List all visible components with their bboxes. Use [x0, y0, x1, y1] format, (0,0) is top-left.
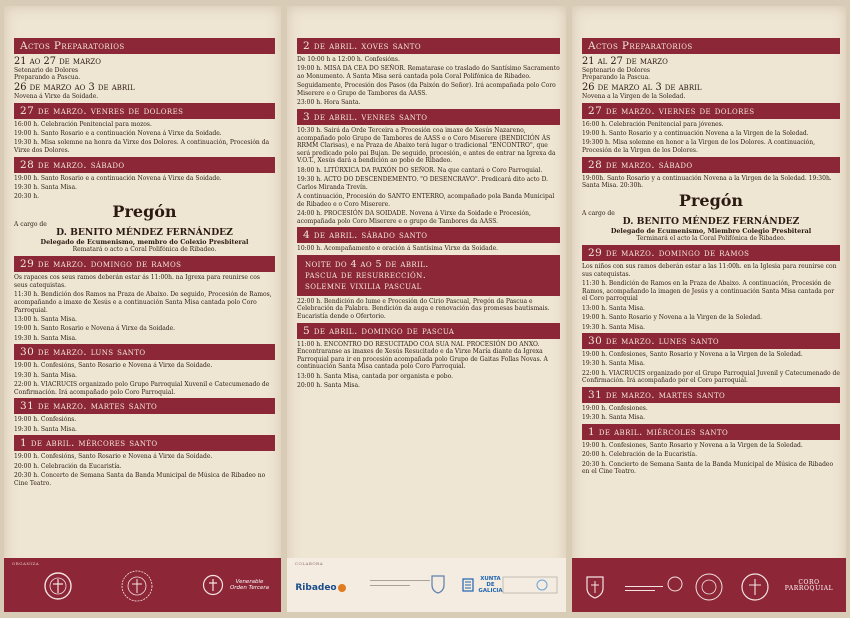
footer-bar — [572, 558, 846, 612]
footer-bar — [287, 558, 566, 612]
pregon-title: Pregón — [112, 201, 177, 221]
parish-seal-logo — [42, 570, 74, 602]
schedule-entry: 19:00 h. Santo Rosario e Novena á Virxe da Soidade. — [14, 325, 176, 333]
section-header: 1 de abril. mércores santo — [14, 435, 275, 451]
section-header-line: noite do 4 ao 5 de abril. — [305, 258, 429, 270]
date-range-heading: 26 de marzo ao 3 de abril — [14, 82, 135, 94]
schedule-entry: 11:30 h. Bendición de Ramos en la Praza de Abaixo. A continuación, Procesión de Ramos, acompañando la imagen de Jesús y a continuación Santa Misa cantada por el Coro parroquial — [582, 280, 835, 303]
parish-seal-logo — [580, 572, 610, 602]
subtitle-text: Septenario de Dolores — [582, 67, 650, 74]
subtitle-text: Novena á Virxe da Soidade. — [14, 93, 99, 101]
schedule-entry: 18:00 h. LITÚRXICA DA PAIXÓN DO SEÑOR. Na que cantará o Coro Parroquial. — [297, 166, 543, 174]
section-header: 28 de marzo. sábado — [14, 157, 275, 173]
schedule-entry: 16:00 h. Celebración Penitencial para jóvenes. — [582, 120, 724, 128]
panel-galician-left — [4, 6, 281, 612]
section-header: 29 de marzo. domingo de ramos — [582, 245, 840, 261]
subtitle-text: Preparando la Pascua. — [582, 74, 651, 82]
schedule-entry: 19:00 h. Santo Rosario y Novena a la Virgen de la Soledad. — [582, 314, 763, 322]
schedule-entry: 19:00 h. Confesiones, Santo Rosario y Novena a la Virgen de la Soledad. — [582, 351, 803, 359]
coat-of-arms-logo — [427, 572, 449, 596]
schedule-entry: 23:00 h. Hora Santa. — [297, 99, 361, 107]
schedule-entry: 20:00 h. Santa Misa. — [297, 382, 360, 390]
schedule-entry: 19:00 h. MISA DA CEA DO SEÑOR. Rematarase co traslado do Santísimo Sacramento ao Monumento. A Santa Misa será cantada pola Coral Polifónica de Ribadeo. — [297, 65, 560, 80]
panel-content — [14, 36, 275, 489]
section-header: 3 de abril. venres santo — [297, 109, 560, 125]
section-header: 27 de marzo. venres de dolores — [14, 103, 275, 119]
pregon-speaker-name: D. BENITO MÉNDEZ FERNÁNDEZ — [622, 216, 800, 228]
schedule-entry: 16:00 h. Celebración Penitencial para mozos. — [14, 120, 152, 128]
schedule-entry: 19:00 h. Santo Rosario e a continuación Novena á Virxe da Soidade. — [14, 130, 222, 137]
pregon-speaker-role: Delegado de Ecumenismo, membro do Colexio Presbiteral — [40, 238, 249, 247]
schedule-entry: 19:00 h. Confesións, Santo Rosario e Novena á Virxe da Soidade. — [14, 362, 213, 370]
schedule-entry: 19:30 h. ACTO DO DESCENDEMENTO. "O DESENCRAVO". Predicará dito acto D. Carlos Miranda Trevín. — [297, 176, 549, 191]
schedule-entry: 10:00 h. Acompañamento e oración á Santísima Virxe da Soidade. — [297, 245, 499, 253]
venerable-orden-tercera-logo — [620, 572, 690, 600]
date-range-heading: 26 de marzo al 3 de abril — [582, 82, 702, 94]
panel-content — [297, 36, 560, 392]
schedule-entry: 11:00 h. ENCONTRO DO RESUCITADO COA SUA NAI. PROCESIÓN DO ANXO. Encontraranse as imaxes de Xesús Resucitado e da Virxe María diante da Igrexa Parroquial para ir en procesión acompañada polo Grupo de Gaitas Follas Novas. A continuación Santa Misa cantada polo Coro Parroquial. — [297, 340, 548, 371]
panel-content — [582, 36, 840, 478]
section-header: Actos Preparatorios — [14, 38, 275, 54]
pregon-speaker-role: Delegado de Ecumenismo, Miembro Colegio Presbiteral — [610, 227, 812, 236]
schedule-entry: 19:00 h. Confesiones. — [582, 405, 648, 413]
schedule-entry: Seguidamente, Procesión dos Pasos (da Paixón do Señor). Irá acompañada polo Coro Miserere e o Grupo de Tambores da AASS. — [297, 82, 556, 97]
section-header-line: pascua de resurrección. — [305, 269, 427, 281]
section-header: 2 de abril. xoves santo — [297, 38, 560, 54]
sponsor-logo — [499, 574, 561, 596]
schedule-entry: 10:30 h. Sairá da Orde Terceira a Procesión coa imaxe de Xesús Nazareno, acompañado polo Grupo de Tambores de AASS e o Coro Miserere (BENDICIÓN ÁS RRMM Clarisas), e na Praza de Abaixo terá lugar o tradicional "ENCONTRO", que será predicado polo pai Bujan. De seguido, procesión, e antes de entrar na Igrexa da V.O.T., Xesús dará a bendición ao pobo de Ribadeo. — [297, 126, 556, 165]
pregon-block — [582, 192, 840, 244]
section-header: 1 de abril. miércoles santo — [582, 424, 840, 440]
pregon-title: Pregón — [678, 190, 744, 210]
schedule-entry: 22:00 h. VIACRUCIS organizado polo Grupo Parroquial Xuvenil e Catecumenado de Confirmación. Irá acompañado polo Coro Parroquial. — [14, 381, 270, 396]
schedule-entry: 19:00 h. Santo Rosario y a continuación Novena a la Virgen de la Soledad. — [582, 130, 809, 137]
section-header: 29 de marzo. domingo de ramos — [14, 256, 275, 272]
pregon-speaker-name: D. BENITO MÉNDEZ FERNÁNDEZ — [56, 227, 233, 239]
footer-label: ORGANIZA — [12, 561, 40, 566]
section-header: Actos Preparatorios — [582, 38, 840, 54]
section-header: 30 de marzo. luns santo — [14, 344, 275, 360]
schedule-entry: 20:30 h. — [14, 193, 39, 201]
schedule-entry: A continuación, Procesión do SANTO ENTERRO, acompañado pola Banda Municipal de Ribadeo e o Coro Miserere. — [297, 193, 555, 208]
miserere-choir-seal-logo — [738, 570, 772, 604]
schedule-entry: 19:30 h. Santa Misa. — [14, 183, 77, 191]
pregon-closing: Rematará o acto a Coral Polifónica de Ribadeo. — [72, 246, 217, 254]
schedule-entry: 20:00 h. Celebración da Eucaristía. — [14, 462, 122, 470]
date-range-heading: 21 al 27 de marzo — [582, 56, 668, 67]
schedule-entry: 11:30 h. Bendición dos Ramos na Praza de Abaixo. De seguido, Procesión de Ramos, acompañando a imaxe de Xesús e a continuación Santa Misa cantada polo Coro Parroquial. — [14, 291, 272, 314]
brotherhood-seal-logo — [119, 568, 155, 604]
schedule-entry: 19:30 h. Santa Misa. — [582, 360, 645, 368]
section-header — [297, 255, 560, 296]
schedule-entry: 19:00 h. Santo Rosario e a continuación Novena á Virxe da Soidade. — [14, 174, 222, 182]
panel-galician-center — [287, 6, 566, 612]
schedule-entry: 20:30 h. Concerto de Semana Santa da Banda Municipal de Música de Ribadeo no Cine Teatro. — [14, 472, 266, 487]
schedule-entry: Los niños con sus ramos deberán estar a las 11:00h. en la Iglesia para reunirse con sus catequistas. — [582, 263, 837, 278]
schedule-entry: 22:00 h. Bendición do lume e Procesión do Cirio Pascual, Pregón da Pascua e Celebración da Palabra. Bendición da auga e renovación das promesas bautismais. Eucaristía dende o Ofertorio. — [297, 297, 550, 321]
schedule-entry: 13:00 h. Santa Misa, cantada por organista e pobo. — [297, 372, 454, 380]
pregon-intro: A cargo de — [582, 209, 615, 217]
footer-bar — [4, 558, 281, 612]
subtitle-text: Setenario de Dolores — [14, 67, 79, 74]
schedule-entry: 19:00 h. Confesiones, Santo Rosario y Novena a la Virgen de la Soledad. — [582, 442, 803, 450]
schedule-entry: 19:30 h. Santa Misa. — [582, 414, 645, 422]
xunta-de-galicia-logo: XUNTA DE GALICIA — [457, 572, 509, 598]
schedule-entry: 13:00 h. Santa Misa. — [582, 304, 645, 312]
schedule-entry: 19:30 h. Santa Misa. — [14, 425, 77, 433]
panel-spanish-right — [572, 6, 846, 612]
date-range-heading: 21 ao 27 de marzo — [14, 56, 102, 67]
schedule-entry: 19:30 h. Santa Misa. — [582, 323, 645, 331]
pregon-block — [14, 203, 275, 255]
schedule-entry: 19:30 h. Santa Misa. — [14, 371, 77, 379]
schedule-entry: 19:30 h. Santa Misa. — [14, 334, 77, 342]
schedule-entry: 19:300 h. Misa solemne en honor a la Virgen de los Dolores. A continuación, Procesión de la Virgen de los Dolores. — [582, 139, 816, 154]
subtitle-text: Novena a la Virgen de la Soledad. — [582, 93, 686, 101]
schedule-entry: De 10:00 h a 12:00 h. Confesións. — [297, 56, 400, 63]
schedule-entry: 19:00h. Santo Rosario y a continuación Novena a la Virgen de la Soledad. 19:30h. Santa Misa. 20:30h. — [582, 174, 832, 190]
schedule-entry: 19:00 h. Confesións. — [14, 416, 77, 424]
brotherhood-seal-logo — [692, 570, 726, 604]
pregon-closing: Terminará el acto la Coral Polifónica de Ribadeo. — [636, 235, 786, 243]
schedule-entry: 19:30 h. Misa solemne na honra da Virxe dos Dolores. A continuación, Procesión da Virxe dos Dolores. — [14, 139, 270, 154]
section-header: 4 de abril. sábado santo — [297, 227, 560, 243]
pregon-intro: A cargo de — [14, 220, 47, 228]
schedule-entry: Os rapaces cos seus ramos deberán estar ás 11:00h. na Igrexa para reunirse cos seus catequistas. — [14, 274, 260, 289]
schedule-entry: 19:00 h. Confesións, Santo Rosario e Novena á Virxe da Soidade. — [14, 453, 213, 461]
section-header: 27 de marzo. viernes de dolores — [582, 103, 840, 119]
schedule-entry: 22:00 h. VIACRUCIS organizado por el Grupo Parroquial Juvenil y Catecumenado de Confirmación. Irá acompañado por el Coro parroquial. — [582, 369, 840, 385]
association-logo — [365, 574, 435, 594]
schedule-entry: 20:00 h. Celebración de la Eucaristía. — [582, 451, 698, 459]
section-header: 5 de abril. domingo de pascua — [297, 323, 560, 339]
section-header-line: solemne vixilia pascual — [305, 280, 422, 292]
schedule-entry: 24:00 h. PROCESIÓN DA SOIDADE. Novena á Virxe da Soidade e Procesión, acompañada polo Coro Miserere e o grupo de Tambores da AASS. — [297, 210, 531, 225]
section-header: 28 de marzo. sábado — [582, 157, 840, 173]
schedule-entry: 13:00 h. Santa Misa. — [14, 315, 77, 323]
footer-label: COLABORA — [295, 561, 324, 566]
section-header: 31 de marzo. martes santo — [582, 387, 840, 403]
subtitle-text: Preparando a Pascua. — [14, 74, 81, 82]
ribadeo-council-logo: Ribadeo — [293, 574, 349, 602]
section-header: 30 de marzo. lunes santo — [582, 333, 840, 349]
coro-parroquial-logo: CORO PARROQUIAL — [784, 579, 834, 592]
venerable-orden-tercera-logo: Venerable Orden Tercera — [200, 570, 274, 600]
schedule-entry: 20:30 h. Concierto de Semana Santa de la Banda Municipal de Música de Ribadeo en el Cine Teatro. — [582, 460, 834, 476]
section-header: 31 de marzo. martes santo — [14, 398, 275, 414]
